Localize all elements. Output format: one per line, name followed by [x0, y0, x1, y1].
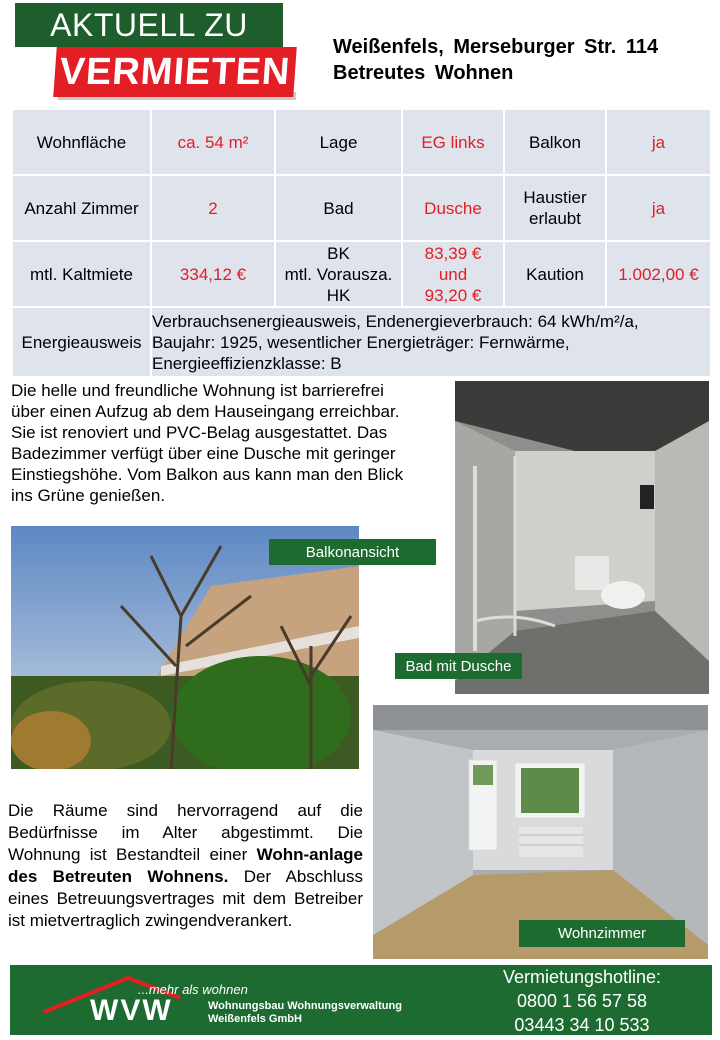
label-kaltmiete: mtl. Kaltmiete [12, 241, 151, 307]
caption-balcony: Balkonansicht [269, 539, 436, 565]
table-row [12, 307, 711, 377]
value-zimmer: 2 [151, 175, 275, 241]
value-nebenkosten [402, 241, 504, 307]
description-1 [11, 380, 449, 506]
caption-bath: Bad mit Dusche [395, 653, 522, 679]
desc1-line: Einstiegshöhe. Vom Balkon aus kann man den Blick [11, 465, 404, 484]
label-nebenkosten [275, 241, 402, 307]
value-haustier: ja [606, 175, 711, 241]
company-logo [40, 972, 480, 1030]
energy-line2: Baujahr: 1925, wesentlicher Energieträger: Fernwärme, [152, 332, 570, 352]
phone-1[interactable]: 0800 1 56 57 58 [516, 991, 648, 1011]
hotline [472, 965, 692, 1037]
label-haustier-line2: erlaubt [529, 209, 581, 228]
label-bad: Bad [275, 175, 402, 241]
energy-line1: Verbrauchsenergieausweis, Endenergieverbrauch: 64 kWh/m²/a, [152, 311, 639, 331]
desc2-text: Die Räume sind hervorragend auf die Bedürfnisse im Alter abgestimmt. Die Wohnung ist Bestandteil einer [8, 801, 363, 864]
label-energieausweis: Energieausweis [12, 307, 151, 377]
label-vorausza: mtl. Vorausza. [284, 264, 393, 284]
address-title: Weißenfels, Merseburger Str. 114 [333, 36, 659, 58]
label-zimmer: Anzahl Zimmer [12, 175, 151, 241]
desc1-line: Sie ist renoviert und PVC-Belag ausgestattet. Das [11, 423, 388, 442]
label-lage: Lage [275, 109, 402, 175]
value-und: und [438, 264, 468, 284]
value-kaution: 1.002,00 € [606, 241, 711, 307]
desc1-line: Die helle und freundliche Wohnung ist barrierefrei [11, 381, 384, 400]
label-haustier-line1: Haustier [523, 188, 587, 207]
banner-aktuell: AKTUELL ZU [15, 3, 283, 47]
value-hk: 93,20 € [424, 285, 482, 305]
caption-living: Wohnzimmer [519, 920, 685, 947]
value-bad: Dusche [402, 175, 504, 241]
hotline-label: Vermietungshotline: [502, 967, 662, 987]
label-bk: BK [327, 243, 350, 263]
label-balkon: Balkon [504, 109, 606, 175]
logo-wvw: WVW [90, 994, 173, 1027]
value-kaltmiete: 334,12 € [151, 241, 275, 307]
subtitle: Betreutes Wohnen [333, 62, 514, 84]
table-row [12, 175, 711, 241]
phone-2[interactable]: 03443 34 10 533 [514, 1015, 650, 1035]
desc1-line: Badezimmer verfügt über eine Dusche mit geringer [11, 444, 396, 463]
value-bk: 83,39 € [424, 243, 482, 263]
bathroom-photo [455, 381, 709, 694]
desc2-text-end: Der Abschluss eines Betreuungsvertrages mit dem Betreiber ist mietvertraglich zwingendverankert. [8, 867, 363, 930]
slogan: ...mehr als wohnen [138, 982, 248, 997]
label-kaution: Kaution [504, 241, 606, 307]
description-2 [8, 800, 363, 932]
value-wohnflaeche: ca. 54 m² [151, 109, 275, 175]
label-haustier [504, 175, 606, 241]
value-lage: EG links [402, 109, 504, 175]
page-title [333, 34, 658, 86]
table-row [12, 109, 711, 175]
energy-line3: Energieeffizienzklasse: B [152, 353, 342, 373]
label-wohnflaeche: Wohnfläche [12, 109, 151, 175]
value-balkon: ja [606, 109, 711, 175]
desc2-bold: Wohn-anlage des Betreuten Wohnens. [8, 845, 363, 886]
company-name [208, 1000, 402, 1026]
desc1-line: über einen Aufzug ab dem Hauseingang erreichbar. [11, 402, 400, 421]
label-hk: HK [326, 285, 351, 305]
company-line1: Wohnungsbau Wohnungsverwaltung [208, 1000, 402, 1012]
desc1-line: ins Grüne genießen. [11, 486, 166, 505]
facts-table [11, 108, 712, 378]
company-line2: Weißenfels GmbH [208, 1013, 302, 1025]
banner-vermieten: VERMIETEN [53, 47, 296, 97]
value-energieausweis [151, 307, 711, 377]
table-row [12, 241, 711, 307]
